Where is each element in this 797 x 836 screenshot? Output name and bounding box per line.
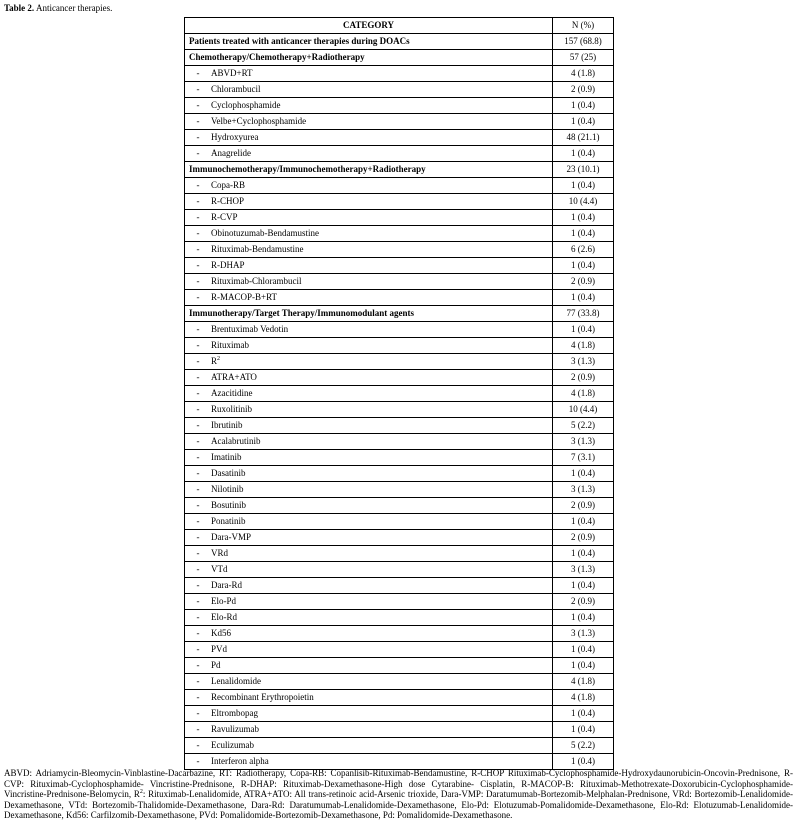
therapy-name-cell [185, 66, 553, 82]
table-row [185, 194, 614, 210]
count-percent-cell: 6 (2.6) [553, 242, 614, 258]
therapy-name-cell [185, 610, 553, 626]
table-row [185, 482, 614, 498]
therapy-label: Ibrutinib [211, 420, 243, 430]
therapy-superscript: 2 [217, 356, 221, 362]
count-percent-cell: 4 (1.8) [553, 386, 614, 402]
therapy-label: Ruxolitinib [211, 404, 253, 414]
count-percent-cell: 1 (0.4) [553, 754, 614, 770]
therapy-label: Dara-Rd [211, 580, 242, 590]
therapy-label: Copa-RB [211, 180, 246, 190]
anticancer-therapies-table [184, 17, 614, 770]
count-percent-cell: 1 (0.4) [553, 258, 614, 274]
count-percent-cell: 3 (1.3) [553, 562, 614, 578]
bullet-dash: - [196, 724, 200, 734]
table-row [185, 546, 614, 562]
count-percent-cell: 4 (1.8) [553, 338, 614, 354]
count-percent-cell: 3 (1.3) [553, 354, 614, 370]
table-row [185, 530, 614, 546]
therapy-label: Rituximab-Chlorambucil [211, 276, 302, 286]
table-row [185, 578, 614, 594]
therapy-label: R-MACOP-B+RT [211, 292, 278, 302]
count-percent-cell: 2 (0.9) [553, 498, 614, 514]
bullet-dash: - [196, 132, 200, 142]
table-row [185, 498, 614, 514]
therapy-label: Nilotinib [211, 484, 244, 494]
therapy-name-cell [185, 482, 553, 498]
therapy-label: Rituximab-Bendamustine [211, 244, 304, 254]
bullet-dash: - [196, 612, 200, 622]
count-percent-cell: 7 (3.1) [553, 450, 614, 466]
therapy-label: Recombinant Erythropoietin [211, 692, 314, 702]
therapy-name-cell [185, 98, 553, 114]
count-percent-cell: 1 (0.4) [553, 722, 614, 738]
table-row [185, 674, 614, 690]
caption-label: Table 2. [4, 3, 35, 13]
count-percent-cell: 57 (25) [553, 50, 614, 66]
bullet-dash: - [196, 500, 200, 510]
count-percent-cell: 1 (0.4) [553, 178, 614, 194]
table-row [185, 386, 614, 402]
therapy-label: R [211, 356, 218, 366]
count-percent-cell: 2 (0.9) [553, 274, 614, 290]
table-row [185, 66, 614, 82]
therapy-name-cell [185, 722, 553, 738]
table-row [185, 354, 614, 370]
count-percent-cell: 1 (0.4) [553, 578, 614, 594]
therapy-name-cell [185, 450, 553, 466]
table-row [185, 610, 614, 626]
count-percent-cell: 1 (0.4) [553, 114, 614, 130]
therapy-name-cell [185, 242, 553, 258]
table-row [185, 98, 614, 114]
table-row [185, 706, 614, 722]
count-percent-cell: 2 (0.9) [553, 530, 614, 546]
bullet-dash: - [196, 660, 200, 670]
bullet-dash: - [196, 596, 200, 606]
table-row [185, 226, 614, 242]
therapy-label: Lenalidomide [211, 676, 261, 686]
table-row [185, 274, 614, 290]
therapy-name-cell [185, 594, 553, 610]
therapy-label: Velbe+Cyclophosphamide [211, 116, 307, 126]
therapy-label: Dasatinib [211, 468, 246, 478]
bullet-dash: - [196, 324, 200, 334]
therapy-name-cell [185, 626, 553, 642]
count-percent-cell: 3 (1.3) [553, 482, 614, 498]
count-percent-cell: 1 (0.4) [553, 146, 614, 162]
count-percent-cell: 3 (1.3) [553, 434, 614, 450]
category-label: Patients treated with anticancer therapies during DOACs [189, 36, 410, 46]
count-percent-cell: 10 (4.4) [553, 402, 614, 418]
table-row [185, 210, 614, 226]
category-label: Chemotherapy/Chemotherapy+Radiotherapy [189, 52, 365, 62]
therapy-name-cell [185, 114, 553, 130]
category-label: Immunochemotherapy/Immunochemotherapy+Radiotherapy [189, 164, 426, 174]
column-header-category: CATEGORY [185, 18, 553, 34]
count-percent-cell: 48 (21.1) [553, 130, 614, 146]
therapy-name-cell [185, 738, 553, 754]
count-percent-cell: 1 (0.4) [553, 514, 614, 530]
table-row [185, 258, 614, 274]
therapy-label: R-DHAP [211, 260, 245, 270]
table-row [185, 514, 614, 530]
table-row [185, 450, 614, 466]
therapy-name-cell [185, 706, 553, 722]
count-percent-cell: 1 (0.4) [553, 610, 614, 626]
bullet-dash: - [196, 756, 200, 766]
therapy-label: Interferon alpha [211, 756, 269, 766]
therapy-name-cell [185, 498, 553, 514]
bullet-dash: - [196, 68, 200, 78]
table-row [185, 82, 614, 98]
table-row [185, 418, 614, 434]
count-percent-cell: 1 (0.4) [553, 642, 614, 658]
count-percent-cell: 77 (33.8) [553, 306, 614, 322]
therapy-name-cell [185, 562, 553, 578]
table-row [185, 242, 614, 258]
bullet-dash: - [196, 260, 200, 270]
bullet-dash: - [196, 580, 200, 590]
therapy-name-cell [185, 226, 553, 242]
therapy-name-cell [185, 578, 553, 594]
table-row [185, 338, 614, 354]
therapy-label: ATRA+ATO [211, 372, 257, 382]
therapy-name-cell [185, 418, 553, 434]
therapy-label: Rituximab [211, 340, 249, 350]
bullet-dash: - [196, 388, 200, 398]
bullet-dash: - [196, 276, 200, 286]
bullet-dash: - [196, 116, 200, 126]
bullet-dash: - [196, 292, 200, 302]
category-row [185, 34, 614, 50]
therapy-label: Ponatinib [211, 516, 246, 526]
therapy-label: Chlorambucil [211, 84, 261, 94]
therapy-label: VRd [211, 548, 229, 558]
therapy-name-cell [185, 658, 553, 674]
table-row [185, 658, 614, 674]
therapy-label: Dara-VMP [211, 532, 251, 542]
category-name-cell [185, 162, 553, 178]
therapy-label: Hydroxyurea [211, 132, 259, 142]
therapy-name-cell [185, 354, 553, 370]
count-percent-cell: 1 (0.4) [553, 706, 614, 722]
bullet-dash: - [196, 180, 200, 190]
count-percent-cell: 3 (1.3) [553, 626, 614, 642]
count-percent-cell: 4 (1.8) [553, 66, 614, 82]
table-row [185, 130, 614, 146]
header-row [185, 18, 614, 34]
category-name-cell [185, 34, 553, 50]
therapy-label: Pd [211, 660, 221, 670]
therapy-name-cell [185, 514, 553, 530]
therapy-name-cell [185, 546, 553, 562]
footnote-text-1: ABVD: Adriamycin-Bleomycin-Vinblastine-Dacarbazine, RT: Radiotherapy, Copa-RB: Copanlisib-Rituximab-Bendamustine, R-CHOP Rituximab-Cyclophosphamide-Hydroxydaunorubicin-Oncovin-Prednisone, R-CVP: Rituximab-Cyclophosphamide- Vincristine-Prednisone, R-DHAP: Rituximab-Dexamethasone-High dose Cytarabine- Cisplatin, R-MACOP-B: Rituximab-Methotrexate-Doxorubicin-Cyclophosphamide- Vincristine-Prednisone-Belomycin, R [4, 768, 793, 799]
therapy-name-cell [185, 690, 553, 706]
therapy-name-cell [185, 402, 553, 418]
table-row [185, 370, 614, 386]
count-percent-cell: 1 (0.4) [553, 322, 614, 338]
therapy-name-cell [185, 290, 553, 306]
count-percent-cell: 10 (4.4) [553, 194, 614, 210]
therapy-label: Eculizumab [211, 740, 254, 750]
therapy-label: Kd56 [211, 628, 231, 638]
table-row [185, 690, 614, 706]
table-row [185, 434, 614, 450]
table-body [185, 34, 614, 770]
therapy-name-cell [185, 674, 553, 690]
therapy-label: R-CHOP [211, 196, 245, 206]
bullet-dash: - [196, 84, 200, 94]
table-row [185, 146, 614, 162]
therapy-label: Bosutinib [211, 500, 247, 510]
therapy-label: ABVD+RT [211, 68, 253, 78]
bullet-dash: - [196, 676, 200, 686]
therapy-label: Elo-Rd [211, 612, 237, 622]
count-percent-cell: 1 (0.4) [553, 98, 614, 114]
column-header-n-percent: N (%) [553, 18, 614, 34]
therapy-name-cell [185, 274, 553, 290]
therapy-name-cell [185, 258, 553, 274]
bullet-dash: - [196, 212, 200, 222]
therapy-label: R-CVP [211, 212, 238, 222]
therapy-label: VTd [211, 564, 228, 574]
bullet-dash: - [196, 564, 200, 574]
therapy-label: Brentuximab Vedotin [211, 324, 289, 334]
bullet-dash: - [196, 244, 200, 254]
count-percent-cell: 2 (0.9) [553, 594, 614, 610]
table-row [185, 738, 614, 754]
therapy-label: Azacitidine [211, 388, 253, 398]
bullet-dash: - [196, 740, 200, 750]
bullet-dash: - [196, 452, 200, 462]
table-row [185, 594, 614, 610]
count-percent-cell: 1 (0.4) [553, 226, 614, 242]
bullet-dash: - [196, 356, 200, 366]
table-caption [4, 3, 112, 14]
category-label: Immunotherapy/Target Therapy/Immunomodulant agents [189, 308, 415, 318]
bullet-dash: - [196, 708, 200, 718]
therapy-label: Imatinib [211, 452, 242, 462]
therapy-name-cell [185, 82, 553, 98]
bullet-dash: - [196, 420, 200, 430]
count-percent-cell: 2 (0.9) [553, 370, 614, 386]
therapy-name-cell [185, 130, 553, 146]
bullet-dash: - [196, 404, 200, 414]
therapy-name-cell [185, 386, 553, 402]
table-row [185, 322, 614, 338]
table-row [185, 466, 614, 482]
count-percent-cell: 1 (0.4) [553, 546, 614, 562]
bullet-dash: - [196, 228, 200, 238]
therapy-label: Ravulizumab [211, 724, 259, 734]
therapy-label: Eltrombopag [211, 708, 258, 718]
therapy-label: Acalabrutinib [211, 436, 261, 446]
count-percent-cell: 5 (2.2) [553, 418, 614, 434]
bullet-dash: - [196, 100, 200, 110]
category-name-cell [185, 50, 553, 66]
count-percent-cell: 157 (68.8) [553, 34, 614, 50]
bullet-dash: - [196, 436, 200, 446]
table-row [185, 402, 614, 418]
table-row [185, 626, 614, 642]
therapy-label: Anagrelide [211, 148, 251, 158]
therapy-name-cell [185, 210, 553, 226]
therapy-name-cell [185, 370, 553, 386]
category-row [185, 306, 614, 322]
count-percent-cell: 5 (2.2) [553, 738, 614, 754]
bullet-dash: - [196, 692, 200, 702]
count-percent-cell: 4 (1.8) [553, 690, 614, 706]
therapy-name-cell [185, 194, 553, 210]
bullet-dash: - [196, 484, 200, 494]
bullet-dash: - [196, 532, 200, 542]
footnote-superscript: 2 [139, 789, 143, 795]
count-percent-cell: 1 (0.4) [553, 658, 614, 674]
table-row [185, 114, 614, 130]
therapy-name-cell [185, 530, 553, 546]
bullet-dash: - [196, 148, 200, 158]
bullet-dash: - [196, 196, 200, 206]
table-row [185, 642, 614, 658]
therapy-name-cell [185, 338, 553, 354]
count-percent-cell: 1 (0.4) [553, 290, 614, 306]
bullet-dash: - [196, 628, 200, 638]
bullet-dash: - [196, 644, 200, 654]
therapy-name-cell [185, 434, 553, 450]
category-name-cell [185, 306, 553, 322]
therapy-name-cell [185, 178, 553, 194]
bullet-dash: - [196, 340, 200, 350]
therapy-label: Cyclophosphamide [211, 100, 281, 110]
bullet-dash: - [196, 548, 200, 558]
therapy-name-cell [185, 146, 553, 162]
therapy-name-cell [185, 466, 553, 482]
footnote-text-2: : Rituximab-Lenalidomide, ATRA+ATO: All trans-retinoic acid-Arsenic trioxide, Dara-VMP: Daratumumab-Bortezomib-Melphalan-Prednisone, VRd: Bortezomib-Lenalidomide-Dexamethasone, VTd: Bortezomib-Thalidomide-Dexamethasone, Dara-Rd: Daratumumab-Lenalidomide-Dexamethasone, Elo-Pd: Elotuzumab-Pomalidomide-Dexamethasone, Elo-Rd: Elotuzumab-Lenalidomide-Dexamethasone, Kd56: Carfilzomib-Dexamethasone, PVd: Pomalidomide-Bortezomib-Dexamethasone, Pd: Pomalidomide-Dexamethasone. [4, 789, 793, 820]
count-percent-cell: 2 (0.9) [553, 82, 614, 98]
category-row [185, 162, 614, 178]
category-row [185, 50, 614, 66]
therapy-name-cell [185, 322, 553, 338]
therapy-label: PVd [211, 644, 228, 654]
bullet-dash: - [196, 516, 200, 526]
count-percent-cell: 1 (0.4) [553, 210, 614, 226]
table-row [185, 722, 614, 738]
count-percent-cell: 23 (10.1) [553, 162, 614, 178]
table-row [185, 178, 614, 194]
therapy-label: Elo-Pd [211, 596, 237, 606]
bullet-dash: - [196, 468, 200, 478]
therapy-label: Obinotuzumab-Bendamustine [211, 228, 319, 238]
count-percent-cell: 1 (0.4) [553, 466, 614, 482]
caption-text: Anticancer therapies. [34, 3, 113, 13]
count-percent-cell: 4 (1.8) [553, 674, 614, 690]
bullet-dash: - [196, 372, 200, 382]
therapy-name-cell [185, 642, 553, 658]
table-footnote [4, 768, 793, 821]
table-row [185, 290, 614, 306]
table-row [185, 562, 614, 578]
